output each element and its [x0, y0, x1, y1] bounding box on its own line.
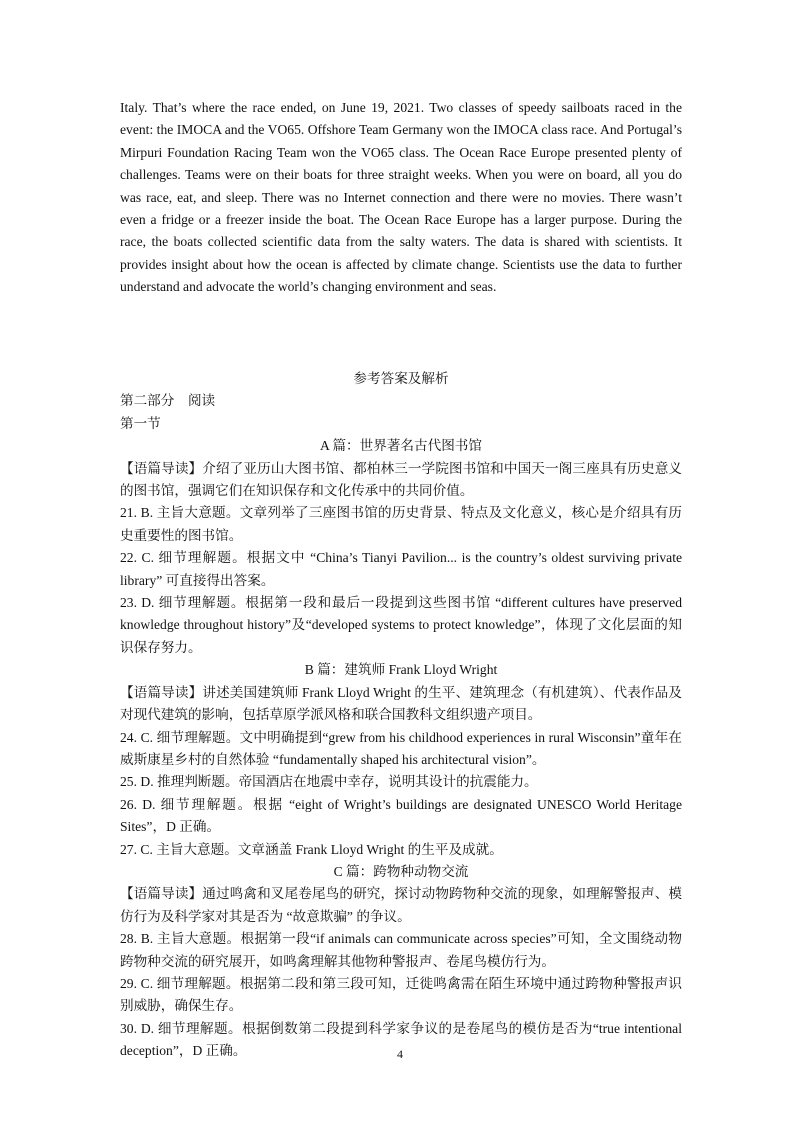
- answer-23: 23. D. 细节理解题。根据第一段和最后一段提到这些图书馆 “different cultures have preserved knowledge throughout history”及“developed systems to protect knowledge”，体现了文化层面的知识保存努力。: [120, 595, 682, 655]
- answer-26: 26. D. 细节理解题。根据 “eight of Wright’s buildings are designated UNESCO World Heritage Sites”，D 正确。: [120, 796, 682, 835]
- passage-b-title: B 篇：建筑师 Frank Lloyd Wright: [304, 662, 498, 678]
- answer-21: 21. B. 主旨大意题。文章列举了三座图书馆的历史背景、特点及文化意义，核心是介绍具有历史重要性的图书馆。: [120, 505, 682, 543]
- answer-section: [120, 368, 682, 1063]
- answer-27: 27. C. 主旨大意题。文章涵盖 Frank Lloyd Wright 的生平及成就。: [120, 841, 503, 857]
- passage-a-guide: 【语篇导读】介绍了亚历山大图书馆、都柏林三一学院图书馆和中国天一阁三座具有历史意义的图书馆，强调它们在知识保存和文化传承中的共同价值。: [120, 460, 682, 499]
- passage-c-title: C 篇：跨物种动物交流: [333, 863, 469, 879]
- page-number: 4: [397, 1047, 403, 1061]
- section-label: 第一节: [120, 415, 161, 431]
- part-label: 第二部分 阅读: [120, 393, 216, 409]
- answer-30: 30. D. 细节理解题。根据倒数第二段提到科学家争议的是卷尾鸟的模仿是否为“true intentional deception”，D 正确。: [120, 1020, 682, 1059]
- answer-24: 24. C. 细节理解题。文中明确提到“grew from his childhood experiences in rural Wisconsin”童年在威斯康星乡村的自然体验 “fundamentally shaped his architectural vision”。: [120, 729, 682, 767]
- answer-28: 28. B. 主旨大意题。根据第一段“if animals can communicate across species”可知，全文围绕动物跨物种交流的研究展开，如鸣禽理解其他物种警报声、卷尾鸟模仿行为。: [120, 931, 682, 969]
- passage-b-guide: 【语篇导读】讲述美国建筑师 Frank Lloyd Wright 的生平、建筑理念（有机建筑）、代表作品及对现代建筑的影响，包括草原学派风格和联合国教科文组织遗产项目。: [120, 684, 682, 723]
- answer-25: 25. D. 推理判断题。帝国酒店在地震中幸存，说明其设计的抗震能力。: [120, 774, 538, 790]
- passage-paragraph: Italy. That’s where the race ended, on June 19, 2021. Two classes of speedy sailboats raced in the event: the IMOCA and the VO65. Offshore Team Germany won the IMOCA class race. And Portugal’s Mirpuri Foundation Racing Team won the VO65 class. The Ocean Race Europe presented plenty of challenges. Teams were on their boats for three straight weeks. When you were on board, all you do was race, eat, and sleep. There was no Internet connection and there were no movies. There wasn’t even a fridge or a freezer inside the boat. The Ocean Race Europe has a larger purpose. During the race, the boats collected scientific data from the salty waters. The data is shared with scientists. It provides insight about how the ocean is affected by climate change. Scientists use the data to further understand and advocate the world’s changing environment and seas.: [120, 100, 682, 295]
- answer-29: 29. C. 细节理解题。根据第二段和第三段可知，迁徙鸣禽需在陌生环境中通过跨物种警报声识别威胁，确保生存。: [120, 975, 682, 1014]
- answers-heading: 参考答案及解析: [353, 371, 449, 386]
- passage-a-title: A 篇：世界著名古代图书馆: [320, 438, 482, 454]
- passage-c-guide: 【语篇导读】通过鸣禽和叉尾卷尾鸟的研究，探讨动物跨物种交流的现象，如理解警报声、模仿行为及科学家对其是否为 “故意欺骗” 的争议。: [120, 886, 682, 924]
- answer-22: 22. C. 细节理解题。根据文中 “China’s Tianyi Pavilion... is the country’s oldest surviving private library” 可直接得出答案。: [120, 550, 682, 588]
